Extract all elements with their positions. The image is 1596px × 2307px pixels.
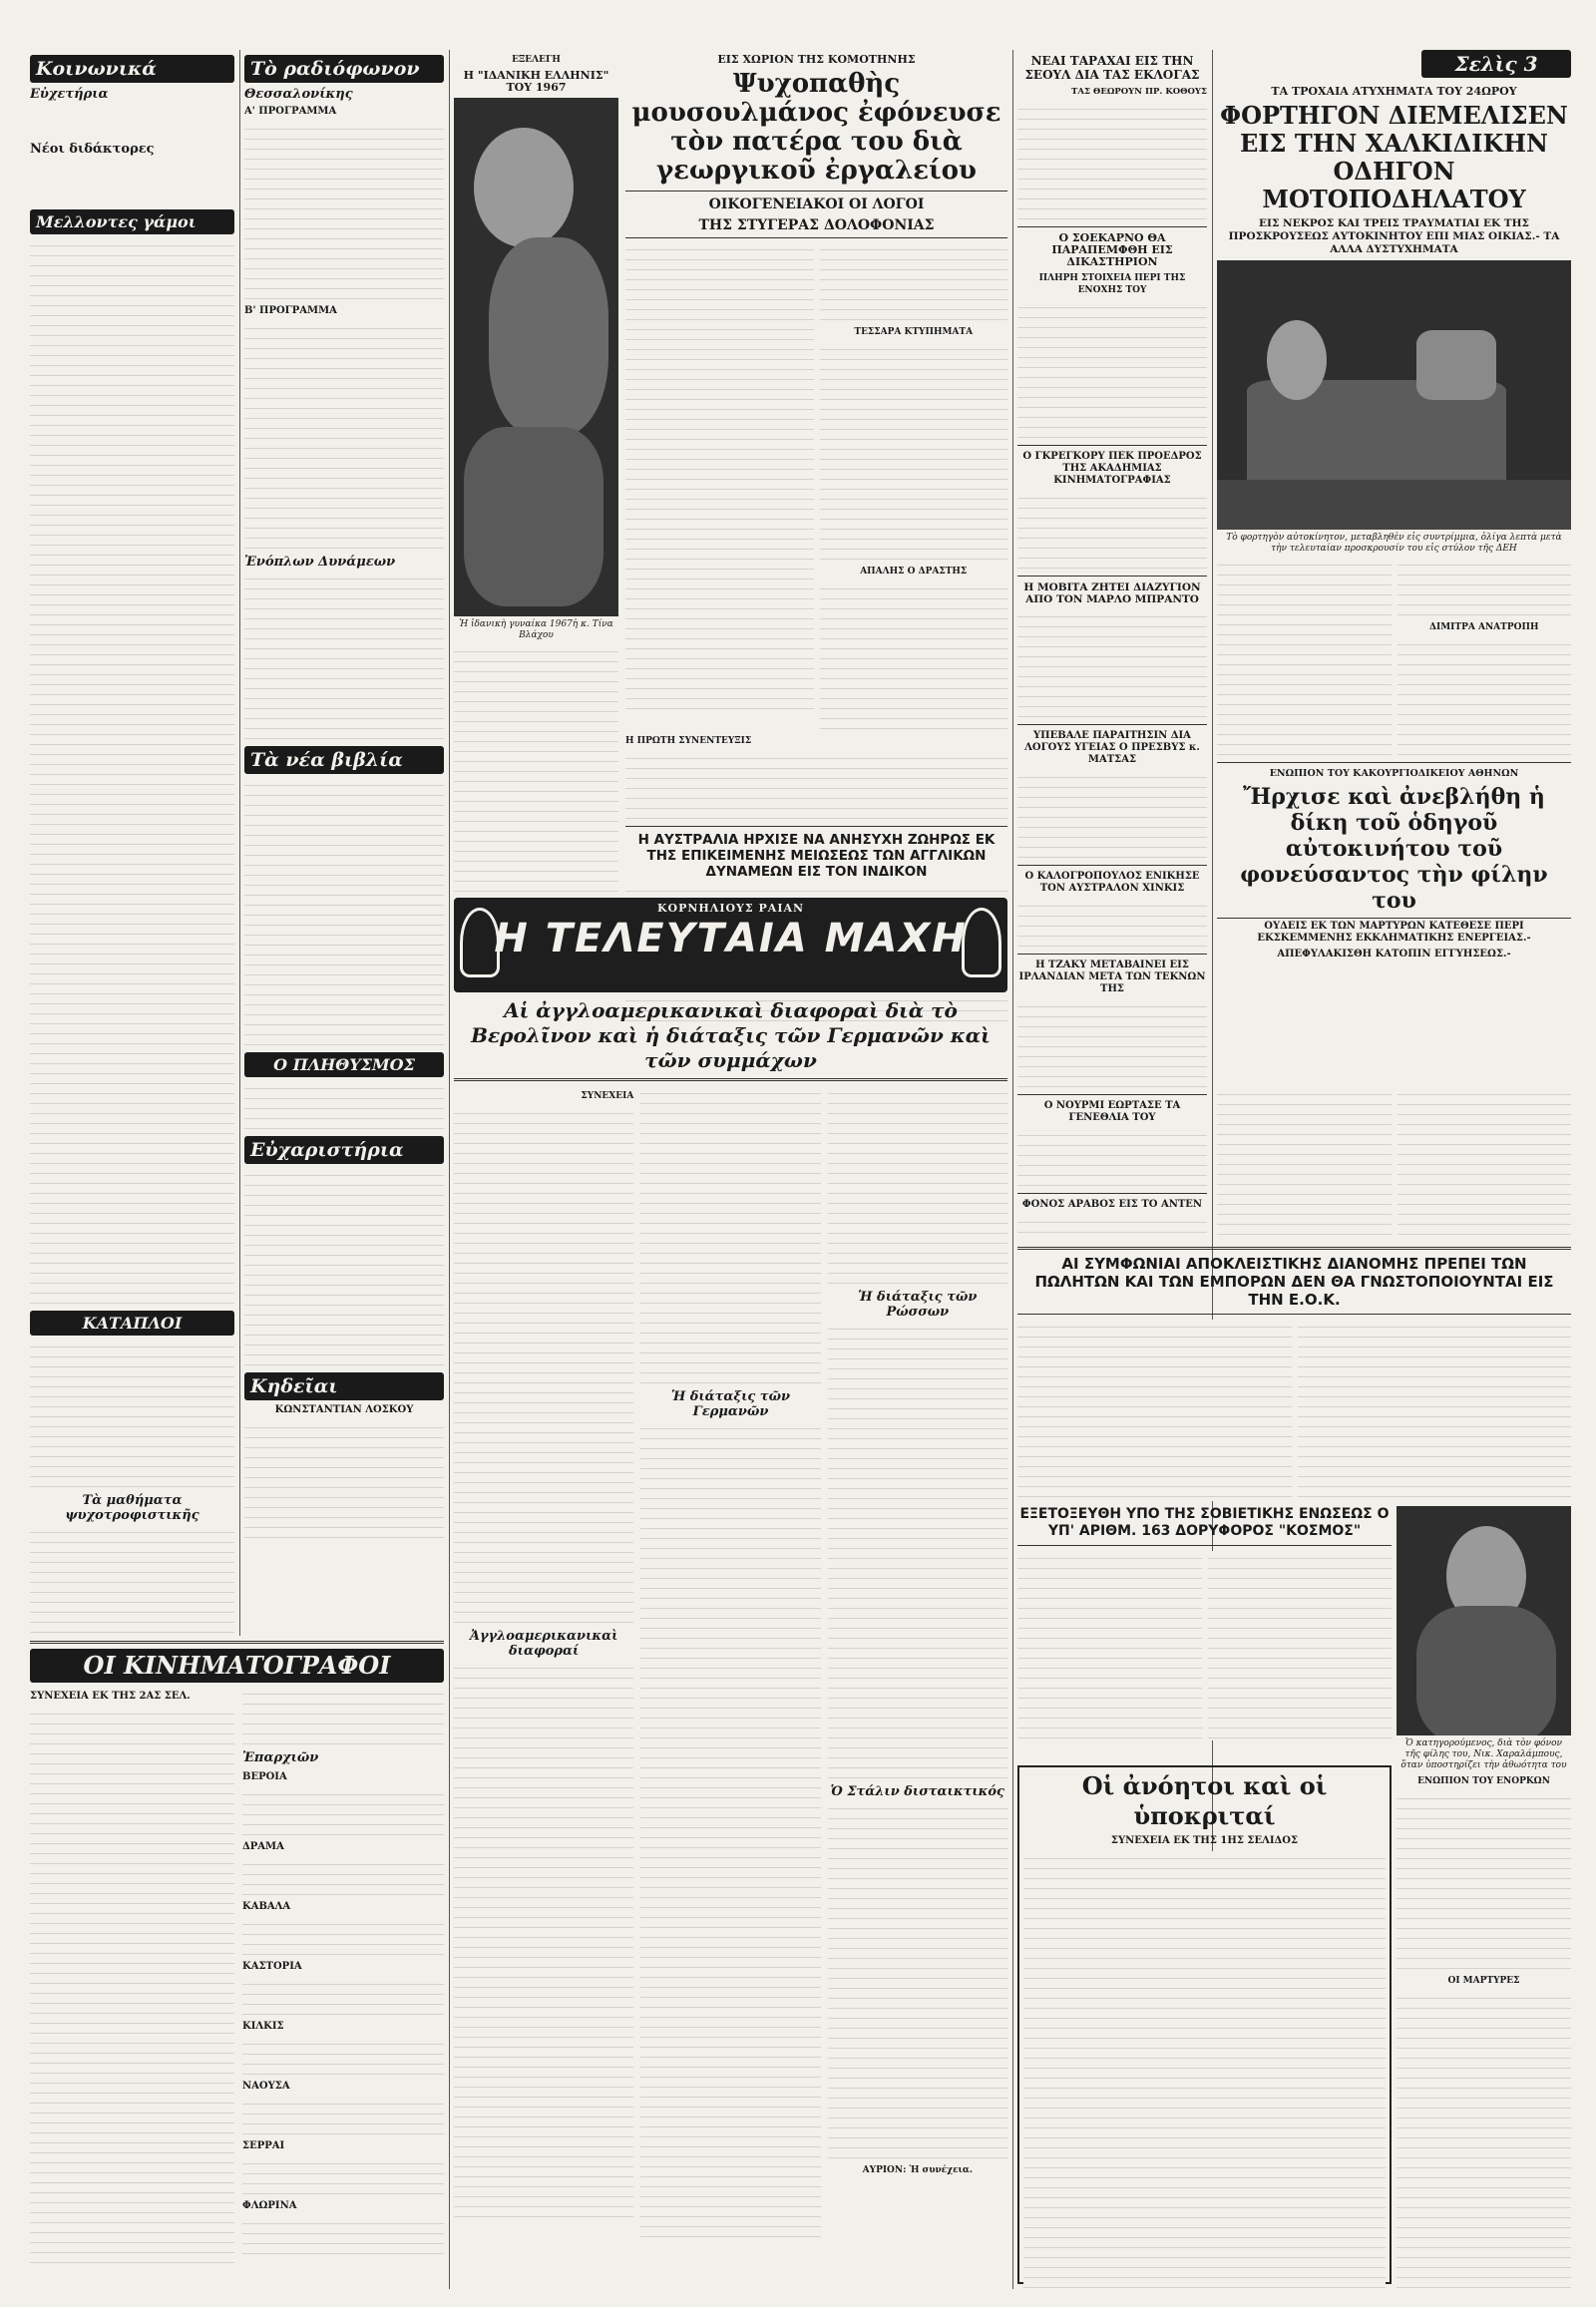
truck-photo-caption: Τὸ φορτηγὸν αὐτοκίνητον, μεταβληθὲν εἰς συντρίμμια, ὀλίγα λεπτὰ μετὰ τὴν τελευταίαν προσκρουσίν του εἰς στύλον τῆς ΔΕΗ [1226,533,1562,554]
program-a-text [244,122,444,301]
town-heading: ΣΕΡΡΑΙ [242,2140,285,2151]
photo-kicker: ΕΞΕΛΕΓΗ [512,55,561,65]
defendant-caption: Ὁ κατηγορούμενος, διὰ τὸν φόνον τῆς φίλης του, Νικ. Χαραλάμπους, ὅταν ὑποστηρίζει τὴν ἀθωότητα του [1400,1738,1567,1770]
court-text [1396,1791,1571,1971]
court-headline: Ἤρχισε καὶ ἀνεβλήθη ἡ δίκη τοῦ ὁδηγοῦ αὐτοκινήτου τοῦ φονεύσαντος τὴν φίλην του [1240,784,1548,914]
serial-subheading-stalin: Ὁ Στάλιν δισταικτικός [830,1784,1004,1799]
serial-text [454,1661,633,2219]
editorial-continued: ΣΥΝΕΧΕΙΑ ΕΚ ΤΗΣ 1ΗΣ ΣΕΛΙΔΟΣ [1110,1835,1299,1846]
serial-text [828,1322,1007,1780]
armed-forces-text [244,572,444,741]
serial-subheading-russians: Ἡ διάταξις τῶν Ρώσσων [858,1290,978,1320]
news-headline: Ο ΚΑΛΟΓΡΟΠΟΥΛΟΣ ΕΝΙΚΗΣΕ ΤΟΝ ΑΥΣΤΡΑΛΟΝ ΧΙΝΚΙΣ [1024,871,1200,894]
subheading-thessaloniki: Θεσσαλονίκης [244,87,353,102]
story-text [625,751,1007,821]
portrait-photo [454,98,618,616]
cinema-section [30,1636,444,2289]
court-text [1397,1087,1572,1237]
photo-title: Η "ΙΔΑΝΙΚΗ ΕΛΛΗΝΙΣ" ΤΟΥ 1967 [463,69,609,94]
arrivals-text [30,1340,234,1489]
newspaper-page [30,50,1571,2289]
australia-headline: Η ΑΥΣΤΡΑΛΙΑ ΗΡΧΙΣΕ ΝΑ ΑΝΗΣΥΧΗ ΖΩΗΡΩΣ ΕΚ ΤΗΣ ΕΠΙΚΕΙΜΕΝΗΣ ΜΕΙΩΣΕΩΣ ΤΩΝ ΑΓΓΛΙΚΩΝ ΔΥΝΑΜΕΩΝ ΕΙΣ ΤΟΝ ΙΝΔΙΚΟΝ [637,832,996,880]
section-heading-population: Ο ΠΛΗΘΥΣΜΟΣ [244,1052,444,1077]
town-heading: ΚΙΛΚΙΣ [242,2021,284,2032]
serial-last-battle [454,898,1007,2289]
serial-title: Η ΤΕΛΕΥΤΑΙΑ ΜΑΧΗ [494,916,968,961]
court-kicker: ΕΝΩΠΙΟΝ ΤΟΥ ΚΑΚΟΥΡΓΙΟΔΙΚΕΙΟΥ ΑΘΗΝΩΝ [1269,768,1519,779]
story-headline: Ψυχοπαθὴς μουσουλμάνος ἐφόνευσε τὸν πατέρα του διὰ γεωργικοῦ ἐργαλείου [631,69,1001,186]
story-subheading: ΟΙΚΟΓΕΝΕΙΑΚΟΙ ΟΙ ΛΟΓΟΙ [708,196,925,212]
story-small-heading: ΑΠΑΛΗΣ Ο ΔΡΑΣΤΗΣ [860,567,968,577]
page-number: Σελὶς 3 [1421,50,1571,78]
column-foreign-news [1017,50,1207,1242]
funeral-name: ΚΩΝΣΤΑΝΤΙΑΝ ΛΟΣΚΟΥ [274,1404,414,1415]
section-heading-weddings: Μελλοντες γάμοι [30,209,234,234]
section-heading-social: Κοινωνικά [30,55,234,83]
province-listing [242,1771,444,2256]
serial-text [454,1106,633,1625]
news-text [1017,999,1207,1089]
section-heading-books: Τὰ νέα βιβλία [244,746,444,774]
wedding-announcements-text [30,238,234,1306]
accident-text [1397,558,1572,617]
news-subheading: ΤΑΣ ΘΕΩΡΟΥΝ ΠΡ. ΚΟΘΟΥΣ [1071,87,1207,97]
body-text [30,104,234,138]
serial-text [828,1086,1007,1286]
town-heading: ΔΡΑΜΑ [242,1841,284,1852]
news-headline: Ο ΓΚΡΕΓΚΟΡΥ ΠΕΚ ΠΡΟΕΔΡΟΣ ΤΗΣ ΑΚΑΔΗΜΙΑΣ ΚΙΝΗΜΑΤΟΓΡΑΦΙΑΣ [1022,451,1202,486]
story-text [820,581,1008,731]
portrait-caption: Ἡ ἰδανικὴ γυναίκα 1967ἡ κ. Τίνα Βλάχου [459,619,613,640]
accident-subheading: ΕΙΣ ΝΕΚΡΟΣ ΚΑΙ ΤΡΕΙΣ ΤΡΑΥΜΑΤΙΑΙ ΕΚ ΤΗΣ ΠΡΟΣΚΡΟΥΣΕΩΣ ΑΥΤΟΚΙΝΗΤΟΥ ΕΠΙ ΜΙΑΣ ΟΙΚΙΑΣ.- ΤΑ ΑΛΛΑ ΔΥΣΤΥΧΗΜΑΤΑ [1228,217,1560,255]
funerals-text [244,1420,444,1540]
story-kicker: ΕΙΣ ΧΩΡΙΟΝ ΤΗΣ ΚΟΜΟΤΗΝΗΣ [717,53,916,66]
cinema-listings-text [30,1707,234,2265]
news-text [1017,491,1207,571]
serial-subheading-germans: Ἡ διάταξις τῶν Γερμανῶν [670,1389,791,1419]
court-subheading: ΟΥΔΕΙΣ ΕΚ ΤΩΝ ΜΑΡΤΥΡΩΝ ΚΑΤΕΘΕΣΕ ΠΕΡΙ ΕΚΣΚΕΜΜΕΝΗΣ ΕΚΚΛΗΜΑΤΙΚΗΣ ΕΝΕΡΓΕΙΑΣ.- [1217,918,1571,945]
town-heading: ΒΕΡΟΙΑ [242,1771,287,1782]
court-subheading: ΑΠΕΦΥΛΑΚΙΣΘΗ ΚΑΤΟΠΙΝ ΕΓΓΥΗΣΕΩΣ.- [1277,949,1511,960]
defendant-photo [1396,1506,1571,1735]
cinema-continued: ΣΥΝΕΧΕΙΑ ΕΚ ΤΗΣ 2ΑΣ ΣΕΛ. [30,1691,191,1702]
body-text [30,159,234,204]
court-text [1217,1087,1392,1237]
subheading-new-doctors: Νέοι διδάκτορες [30,142,155,157]
news-headline: Ο ΣΟΕΚΑΡΝΟ ΘΑ ΠΑΡΑΠΕΜΦΘΗ ΕΙΣ ΔΙΚΑΣΤΗΡΙΟΝ [1051,231,1173,268]
news-text [1017,609,1207,719]
editorial-headline: Οἱ ἀνόητοι καὶ οἱ ὑποκριταί [1081,1771,1328,1830]
subheading-armed-forces: Ἐνόπλων Δυνάμεων [244,555,396,570]
court-small-heading: ΕΝΩΠΙΟΝ ΤΟΥ ΕΝΟΡΚΩΝ [1417,1776,1550,1786]
news-subheading: ΠΛΗΡΗ ΣΤΟΙΧΕΙΑ ΠΕΡΙ ΤΗΣ ΕΝΟΧΗΣ ΤΟΥ [1038,273,1186,295]
accident-text [1217,558,1392,757]
komotini-story [625,50,1007,1023]
town-heading: ΚΑΣΤΟΡΙΑ [242,1961,302,1972]
news-text [1017,1215,1207,1242]
serial-text [828,1801,1007,2160]
town-heading: ΦΛΩΡΙΝΑ [242,2200,297,2211]
serial-subheading-anglo: Ἀγγλοαμερικανικαὶ διαφοραί [469,1629,618,1659]
news-text [1017,300,1207,440]
town-heading: ΚΑΒΑΛΑ [242,1901,291,1912]
helmet-icon [460,908,500,977]
news-text [1017,1128,1207,1188]
program-b-heading: Β' ΠΡΟΓΡΑΜΜΑ [244,305,337,316]
eok-headline: ΑΙ ΣΥΜΦΩΝΙΑΙ ΑΠΟΚΛΕΙΣΤΙΚΗΣ ΔΙΑΝΟΜΗΣ ΠΡΕΠΕΙ ΤΩΝ ΠΩΛΗΤΩΝ ΚΑΙ ΤΩΝ ΕΜΠΟΡΩΝ ΔΕΝ ΘΑ ΓΝΩΣΤΟΠΟΙΟΥΝΤΑΙ ΕΙΣ ΤΗΝ Ε.Ο.Κ. [1034,1255,1554,1309]
column-center [454,50,1007,2289]
news-headline: ΥΠΕΒΑΛΕ ΠΑΡΑΙΤΗΣΙΝ ΔΙΑ ΛΟΓΟΥΣ ΥΓΕΙΑΣ Ο ΠΡΕΣΒΥΣ κ. ΜΑΤΣΑΣ [1024,730,1200,765]
accident-small-heading: ΔΙΜΙΤΡΑ ΑΝΑΤΡΟΠΗ [1429,622,1539,632]
kosmos-headline: ΕΞΕΤΟΞΕΥΘΗ ΥΠΟ ΤΗΣ ΣΟΒΙΕΤΙΚΗΣ ΕΝΩΣΕΩΣ Ο ΥΠ' ΑΡΙΘΜ. 163 ΔΟΡΥΦΟΡΟΣ "ΚΟΣΜΟΣ" [1019,1506,1390,1539]
story-text [820,242,1008,322]
news-headline: Η ΜΟΒΙΤΑ ΖΗΤΕΙ ΔΙΑΖΥΓΙΟΝ ΑΠΟ ΤΟΝ ΜΑΡΛΟ ΜΠΡΑΝΤΟ [1023,581,1201,605]
helmet-icon [962,908,1001,977]
section-heading-radio: Τὸ ραδιόφωνον [244,55,444,83]
story-small-heading: Η ΠΡΩΤΗ ΣΥΝΕΝΤΕΥΞΙΣ [625,736,752,746]
subheading-provinces: Ἐπαρχιῶν [242,1750,319,1765]
subheading-wishes: Εὐχετήρια [30,87,109,102]
court-text [1396,1991,1571,2289]
truck-wreck-photo [1217,260,1571,530]
story-text [625,242,814,711]
section-heading-funerals: Κηδεῖαι [244,1372,444,1400]
news-headline: ΦΟΝΟΣ ΑΡΑΒΟΣ ΕΙΣ ΤΟ ΑΝΤΕΝ [1021,1199,1203,1210]
accident-headline: ΦΟΡΤΗΓΟΝ ΔΙΕΜΕΛΙΣΕΝ ΕΙΣ ΤΗΝ ΧΑΛΚΙΔΙΚΗΝ ΟΔΗΓΟΝ ΜΟΤΟΠΟΔΗΛΑΤΟΥ [1220,101,1568,213]
town-heading: ΝΑΟΥΣΑ [242,2081,290,2092]
serial-tomorrow: ΑΥΡΙΟΝ: Ἡ συνέχεια. [862,2165,973,2175]
news-headline: ΝΕΑΙ ΤΑΡΑΧΑΙ ΕΙΣ ΤΗΝ ΣΕΟΥΛ ΔΙΑ ΤΑΣ ΕΚΛΟΓΑΣ [1024,54,1200,82]
serial-author: ΚΟΡΝΗΛΙΟΥΣ ΡΑΙΑΝ [656,902,805,915]
cinema-listings-text [242,1687,444,1746]
accident-text [1397,637,1572,757]
court-continuation [1396,1506,1571,2289]
population-text [244,1081,444,1131]
news-text [1017,899,1207,949]
story-subheading: ΤΗΣ ΣΤΥΓΕΡΑΣ ΔΟΛΟΦΟΝΙΑΣ [625,217,1007,238]
news-headline: Η ΤΖΑΚΥ ΜΕΤΑΒΑΙΝΕΙ ΕΙΣ ΙΡΛΑΝΔΙΑΝ ΜΕΤΑ ΤΩΝ ΤΕΚΝΩΝ ΤΗΣ [1018,960,1206,994]
thanks-text [244,1168,444,1367]
accident-kicker: ΤΑ ΤΡΟΧΑΙΑ ΑΤΥΧΗΜΑΤΑ ΤΟΥ 24ΩΡΟΥ [1271,85,1517,98]
serial-continued: ΣΥΝΕΧΕΙΑ [581,1091,634,1101]
ideal-greek-woman-block [454,50,618,944]
news-text [1017,102,1207,221]
serial-subtitle: Αἱ ἀγγλοαμερικανικαὶ διαφοραὶ διὰ τὸ Βερολῖνον καὶ ἡ διάταξις τῶν Γερμανῶν καὶ τῶν συμμάχων [471,998,991,1072]
serial-text [640,1421,820,2239]
program-b-text [244,321,444,551]
books-text [244,778,444,1047]
column-rule [449,50,450,2289]
kosmos-text [1017,1551,1202,1740]
column-accidents [1217,50,1571,1232]
program-a-heading: Α' ΠΡΟΓΡΑΜΜΑ [244,106,337,117]
column-rule [1012,50,1013,2289]
court-text-top [1217,1087,1571,1247]
news-text [1017,770,1207,860]
news-headline: Ο ΝΟΥΡΜΙ ΕΩΡΤΑΣΕ ΤΑ ΓΕΝΕΘΛΙΑ ΤΟΥ [1043,1100,1181,1123]
court-small-heading: ΟΙ ΜΑΡΤΥΡΕΣ [1447,1976,1520,1986]
story-small-heading: ΤΕΣΣΑΡΑ ΚΤΥΠΗΜΑΤΑ [854,327,974,337]
subheading-lessons: Τὰ μαθήματα ψυχοτροφιστικῆς [65,1493,200,1523]
serial-text [640,1086,820,1385]
cinema-heading: ΟΙ ΚΙΝΗΜΑΤΟΓΡΑΦΟΙ [30,1649,444,1683]
serial-banner [454,898,1007,992]
story-text [820,342,1008,562]
section-heading-thanks: Εὐχαριστήρια [244,1136,444,1164]
section-heading-arrivals: ΚΑΤΑΠΛΟΙ [30,1311,234,1336]
